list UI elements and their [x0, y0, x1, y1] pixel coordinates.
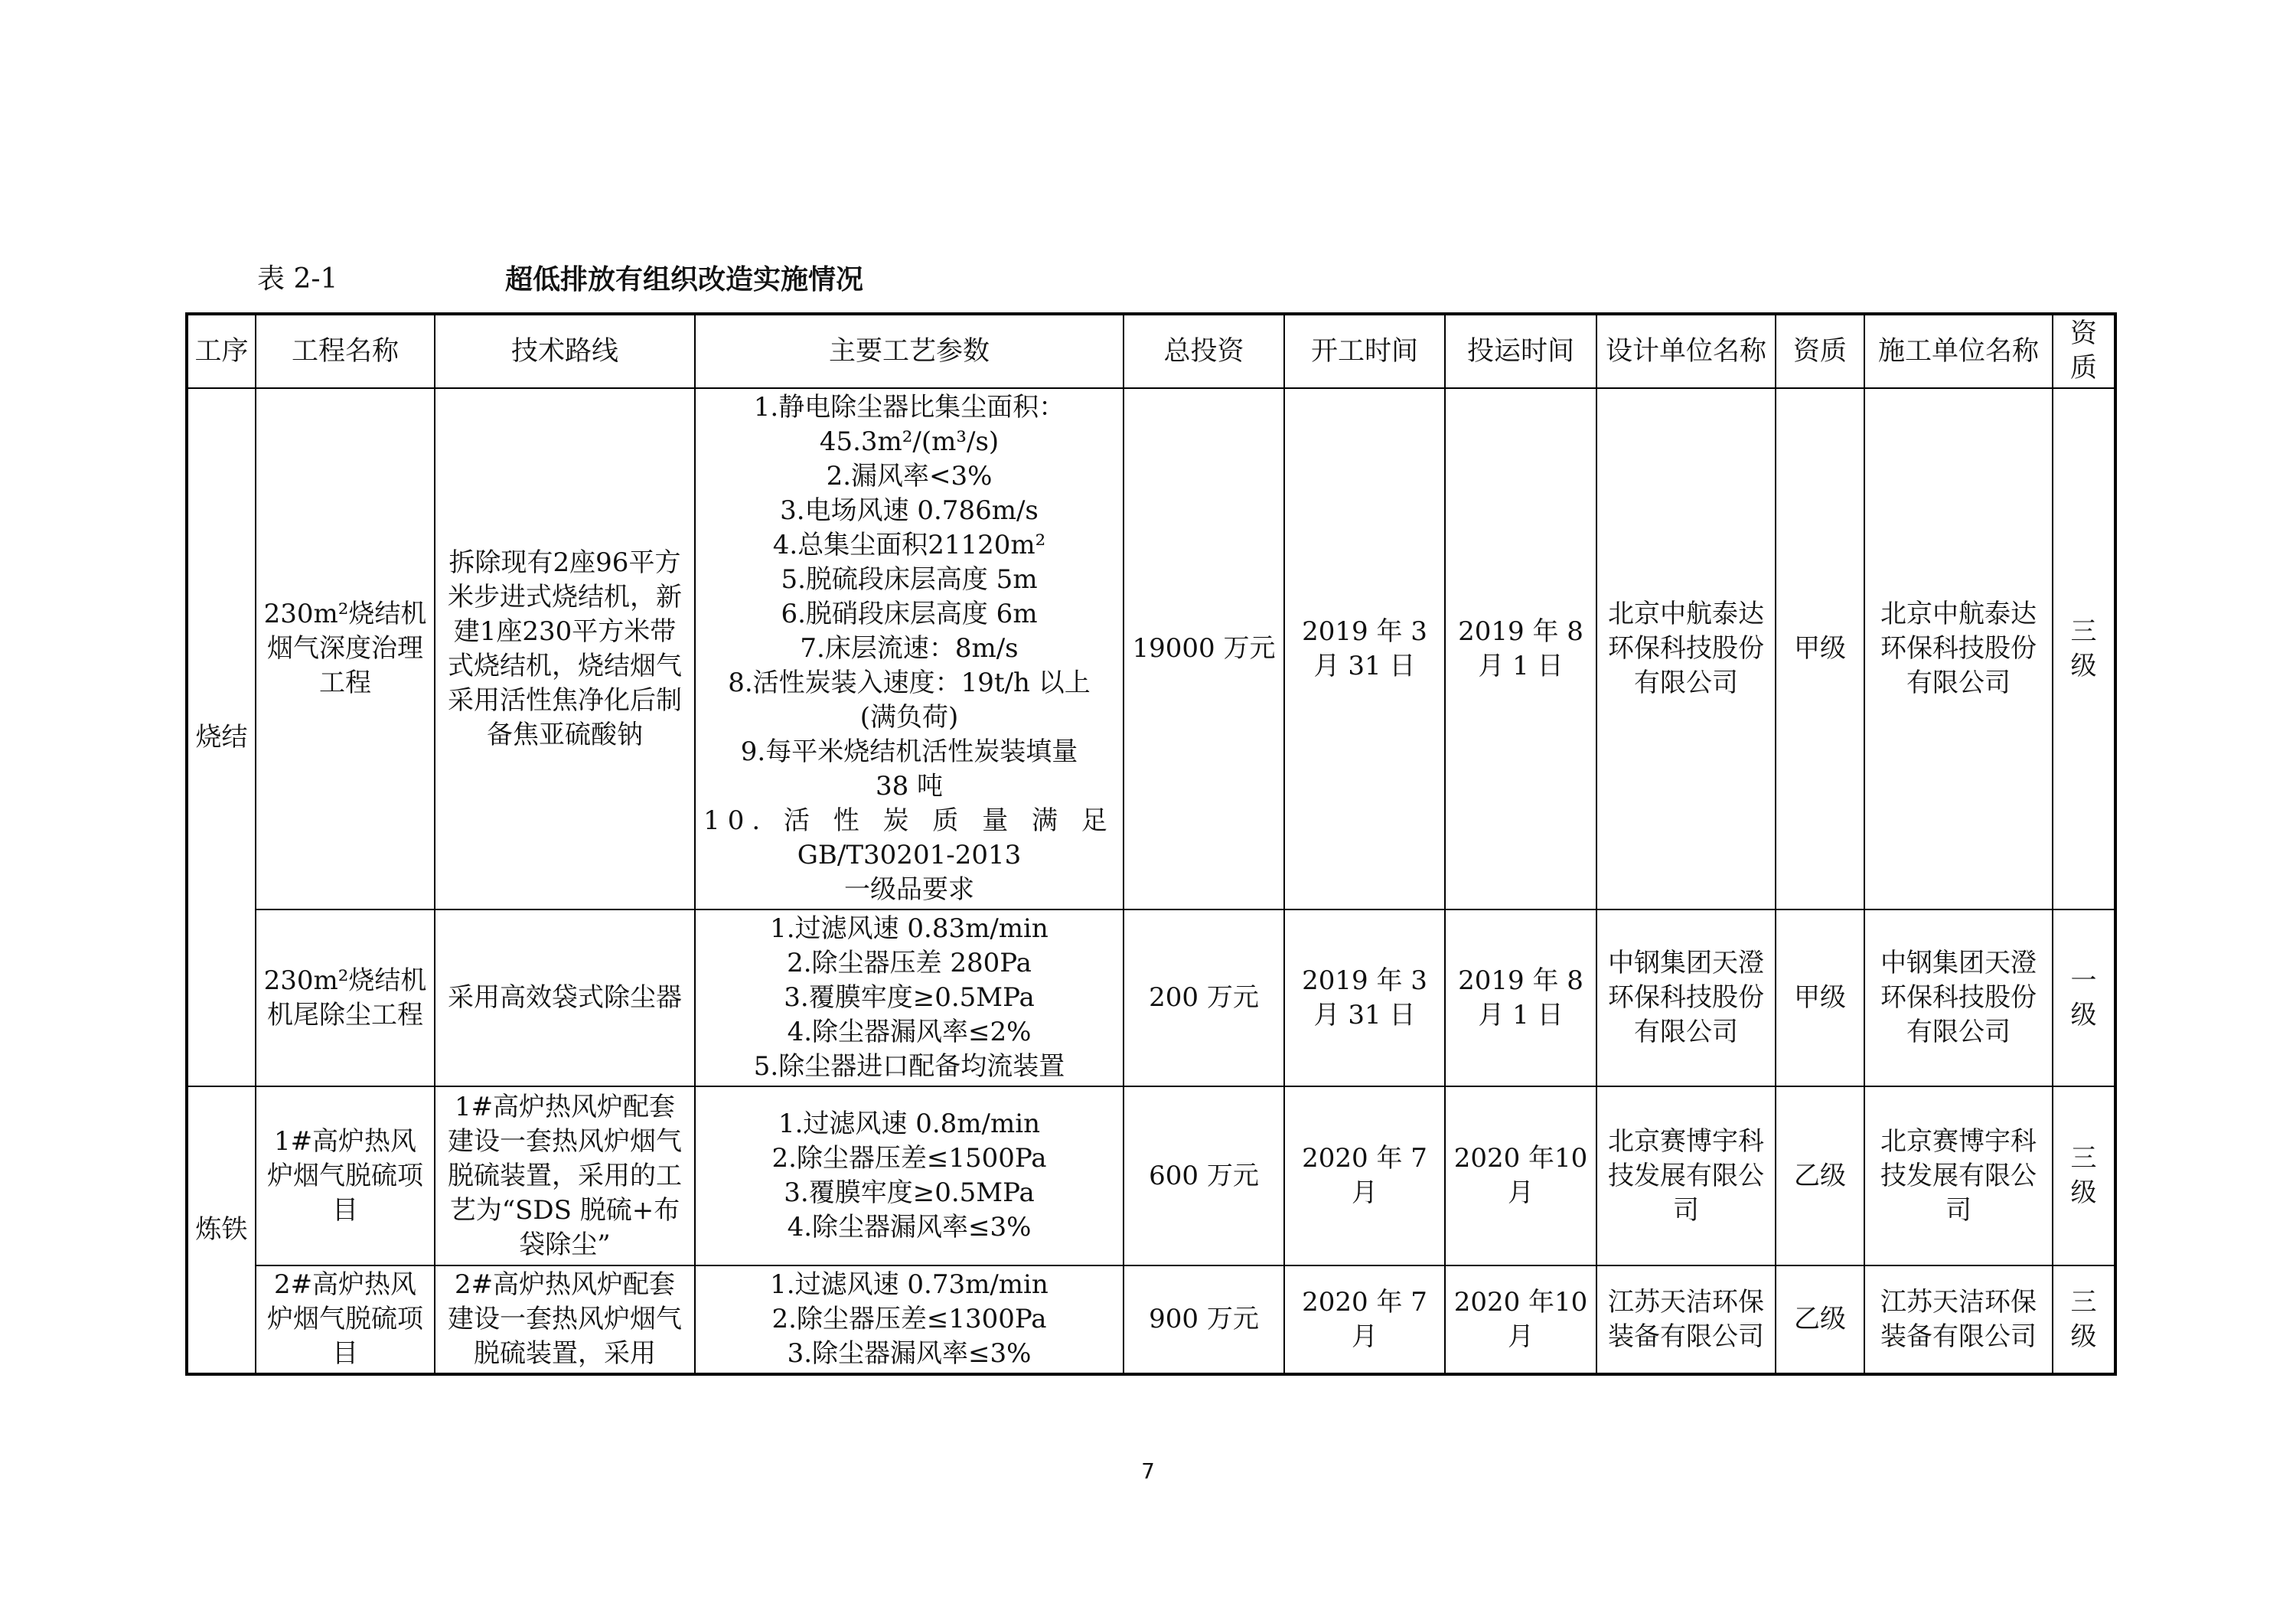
table-row [187, 1265, 2115, 1374]
header-builder: 施工单位名称 [1864, 314, 2053, 388]
start-cell: 2019 年 3 月 31 日 [1284, 909, 1445, 1086]
table-caption [257, 259, 1482, 300]
route-cell: 1#高炉热风炉配套建设一套热风炉烟气脱硫装置，采用的工艺为“SDS 脱硫+布袋除尘” [435, 1086, 695, 1265]
investment-cell: 600 万元 [1124, 1086, 1284, 1265]
param-line: 3.除尘器漏风率≤3% [787, 1338, 1032, 1369]
params-cell [695, 1265, 1124, 1374]
param-line: 1.过滤风速 0.83m/min [770, 913, 1049, 944]
param-line: 4.总集尘面积21120m² [772, 530, 1046, 560]
route-cell: 拆除现有2座96平方米步进式烧结机，新建1座230平方米带式烧结机，烧结烟气采用活性焦净化后制备焦亚硫酸钠 [435, 388, 695, 909]
emissions-retrofit-table [185, 312, 2117, 1376]
process-cell: 烧结 [187, 388, 256, 1086]
param-line: 2.漏风率<3% [826, 461, 993, 491]
param-line: 2.除尘器压差≤1500Pa [771, 1143, 1047, 1174]
builder-qualification-cell: 三级 [2053, 1086, 2115, 1265]
project-cell: 230m²烧结机烟气深度治理工程 [256, 388, 435, 909]
header-params: 主要工艺参数 [695, 314, 1124, 388]
param-line: 1.静电除尘器比集尘面积： [753, 392, 1065, 423]
builder-cell: 中钢集团天澄环保科技股份有限公司 [1864, 909, 2053, 1086]
project-cell: 1#高炉热风炉烟气脱硫项目 [256, 1086, 435, 1265]
param-line: 1.过滤风速 0.73m/min [770, 1269, 1049, 1300]
header-operation: 投运时间 [1445, 314, 1596, 388]
header-route: 技术路线 [435, 314, 695, 388]
builder-cell: 北京赛博宇科技发展有限公司 [1864, 1086, 2053, 1265]
builder-qualification-cell: 三级 [2053, 388, 2115, 909]
param-line: 5.除尘器进口配备均流装置 [753, 1051, 1065, 1082]
param-line: 38 吨 [875, 771, 944, 802]
header-process: 工序 [187, 314, 256, 388]
process-cell: 炼铁 [187, 1086, 256, 1374]
header-start: 开工时间 [1284, 314, 1445, 388]
param-line: 一级品要求 [844, 874, 974, 905]
designer-qualification-cell: 乙级 [1776, 1086, 1864, 1265]
table-row [187, 1086, 2115, 1265]
page-number: 7 [1141, 1458, 1155, 1484]
header-builder-qualification: 资质 [2053, 314, 2115, 388]
param-line: 2.除尘器压差≤1300Pa [771, 1304, 1047, 1334]
header-row [187, 314, 2115, 388]
param-line: 1.过滤风速 0.8m/min [778, 1109, 1041, 1139]
param-line: 7.床层流速：8m/s [800, 633, 1019, 664]
investment-cell: 900 万元 [1124, 1265, 1284, 1374]
table-title: 超低排放有组织改造实施情况 [505, 263, 864, 296]
project-cell: 230m²烧结机机尾除尘工程 [256, 909, 435, 1086]
start-cell: 2019 年 3 月 31 日 [1284, 388, 1445, 909]
investment-cell: 19000 万元 [1124, 388, 1284, 909]
param-line: 3.覆膜牢度≥0.5MPa [784, 982, 1035, 1013]
params-cell [695, 388, 1124, 909]
designer-cell: 北京赛博宇科技发展有限公司 [1596, 1086, 1776, 1265]
operation-cell: 2019 年 8 月 1 日 [1445, 388, 1596, 909]
header-designer: 设计单位名称 [1596, 314, 1776, 388]
header-project: 工程名称 [256, 314, 435, 388]
builder-qualification-cell: 三级 [2053, 1265, 2115, 1374]
builder-cell: 北京中航泰达环保科技股份有限公司 [1864, 388, 2053, 909]
param-line: GB/T30201-2013 [797, 840, 1022, 870]
param-line: 3.电场风速 0.786m/s [780, 495, 1039, 526]
param-line: (满负荷) [859, 702, 959, 733]
investment-cell: 200 万元 [1124, 909, 1284, 1086]
table-row [187, 909, 2115, 1086]
table-label: 表 2-1 [257, 263, 338, 295]
param-line: 10. 活 性 炭 质 量 满 足 [703, 805, 1115, 836]
params-cell [695, 1086, 1124, 1265]
route-cell: 2#高炉热风炉配套建设一套热风炉烟气脱硫装置，采用 [435, 1265, 695, 1374]
operation-cell: 2020 年10 月 [1445, 1265, 1596, 1374]
designer-cell: 江苏天洁环保装备有限公司 [1596, 1265, 1776, 1374]
header-investment: 总投资 [1124, 314, 1284, 388]
param-line: 9.每平米烧结机活性炭装填量 [740, 736, 1078, 767]
route-cell: 采用高效袋式除尘器 [435, 909, 695, 1086]
header-designer-qualification: 资质 [1776, 314, 1864, 388]
param-line: 4.除尘器漏风率≤3% [787, 1212, 1032, 1243]
param-line: 5.脱硫段床层高度 5m [781, 564, 1038, 595]
builder-qualification-cell: 一级 [2053, 909, 2115, 1086]
designer-cell: 中钢集团天澄环保科技股份有限公司 [1596, 909, 1776, 1086]
param-line: 45.3m²/(m³/s) [819, 426, 1000, 457]
designer-qualification-cell: 甲级 [1776, 909, 1864, 1086]
operation-cell: 2019 年 8 月 1 日 [1445, 909, 1596, 1086]
param-line: 4.除尘器漏风率≤2% [787, 1017, 1032, 1047]
project-cell: 2#高炉热风炉烟气脱硫项目 [256, 1265, 435, 1374]
designer-qualification-cell: 乙级 [1776, 1265, 1864, 1374]
designer-cell: 北京中航泰达环保科技股份有限公司 [1596, 388, 1776, 909]
start-cell: 2020 年 7 月 [1284, 1265, 1445, 1374]
table-row [187, 388, 2115, 909]
param-line: 3.覆膜牢度≥0.5MPa [784, 1177, 1035, 1208]
designer-qualification-cell: 甲级 [1776, 388, 1864, 909]
param-line: 6.脱硝段床层高度 6m [781, 599, 1038, 629]
param-line: 8.活性炭装入速度：19t/h 以上 [728, 668, 1091, 698]
params-cell [695, 909, 1124, 1086]
start-cell: 2020 年 7 月 [1284, 1086, 1445, 1265]
operation-cell: 2020 年10 月 [1445, 1086, 1596, 1265]
builder-cell: 江苏天洁环保装备有限公司 [1864, 1265, 2053, 1374]
param-line: 2.除尘器压差 280Pa [787, 948, 1032, 978]
